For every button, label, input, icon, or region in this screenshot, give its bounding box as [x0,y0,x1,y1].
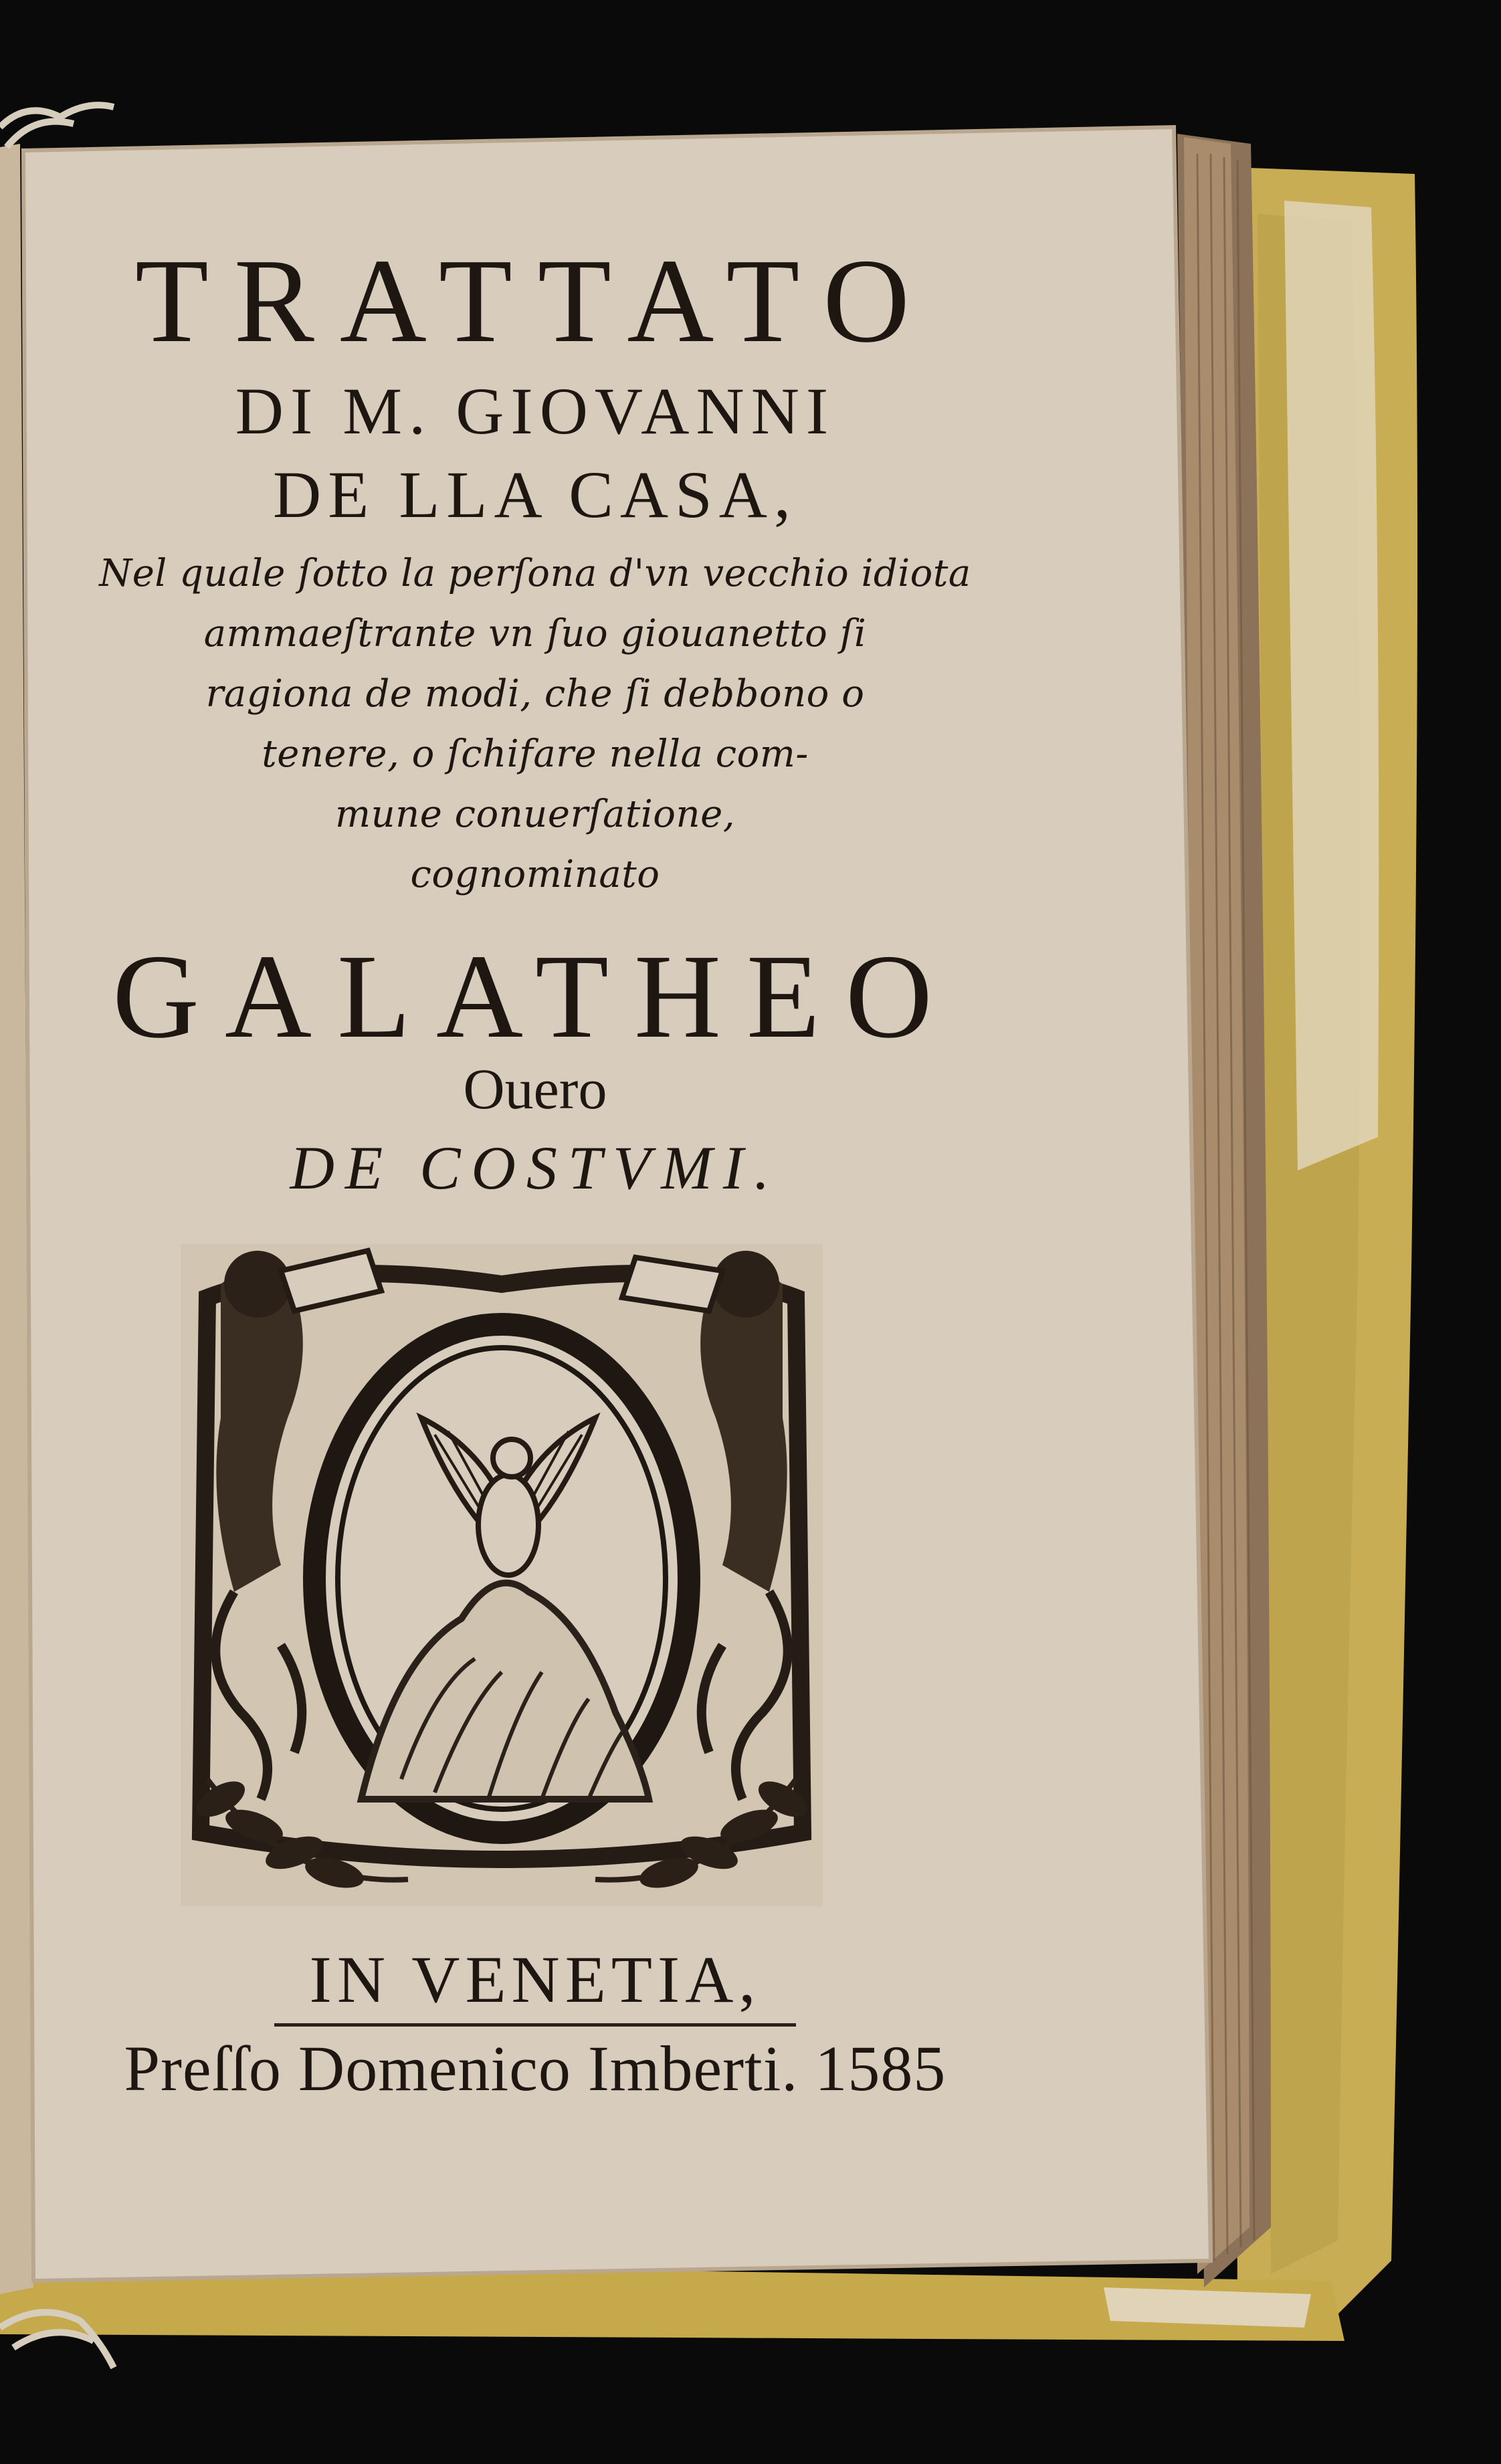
description-line-1: Nel quale ſotto la perſona d'vn vecchio idiota [99,552,971,595]
description-line-3: ragiona de modi, che ſi debbono o [205,672,865,716]
description-line-5: mune conuerſatione, [334,793,736,836]
main-title-galatheo: GALATHEO [112,930,958,1063]
title-trattato: TRATTATO [134,234,936,367]
author-line-1: DI M. GIOVANNI [235,374,835,448]
imprint-place: IN VENETIA, [309,1942,761,2017]
description-line-2: ammaeſtrante vn ſuo giouanetto ſi [203,612,867,655]
imprint-printer: Preſſo Domenico Imberti. 1585 [124,2033,946,2104]
description-line-6: cognominato [410,853,660,896]
imprint-rule [274,2023,796,2027]
subtitle-de-costumi: DE COSTVMI. [290,1134,781,1202]
subtitle-connector: Ouero [463,1057,607,1121]
flyleaf [1284,201,1379,1170]
printers-device-woodcut [181,1244,823,1906]
description-line-4: tenere, o ſchifare nella com- [262,732,809,776]
author-line-2: DE LLA CASA, [273,457,797,532]
